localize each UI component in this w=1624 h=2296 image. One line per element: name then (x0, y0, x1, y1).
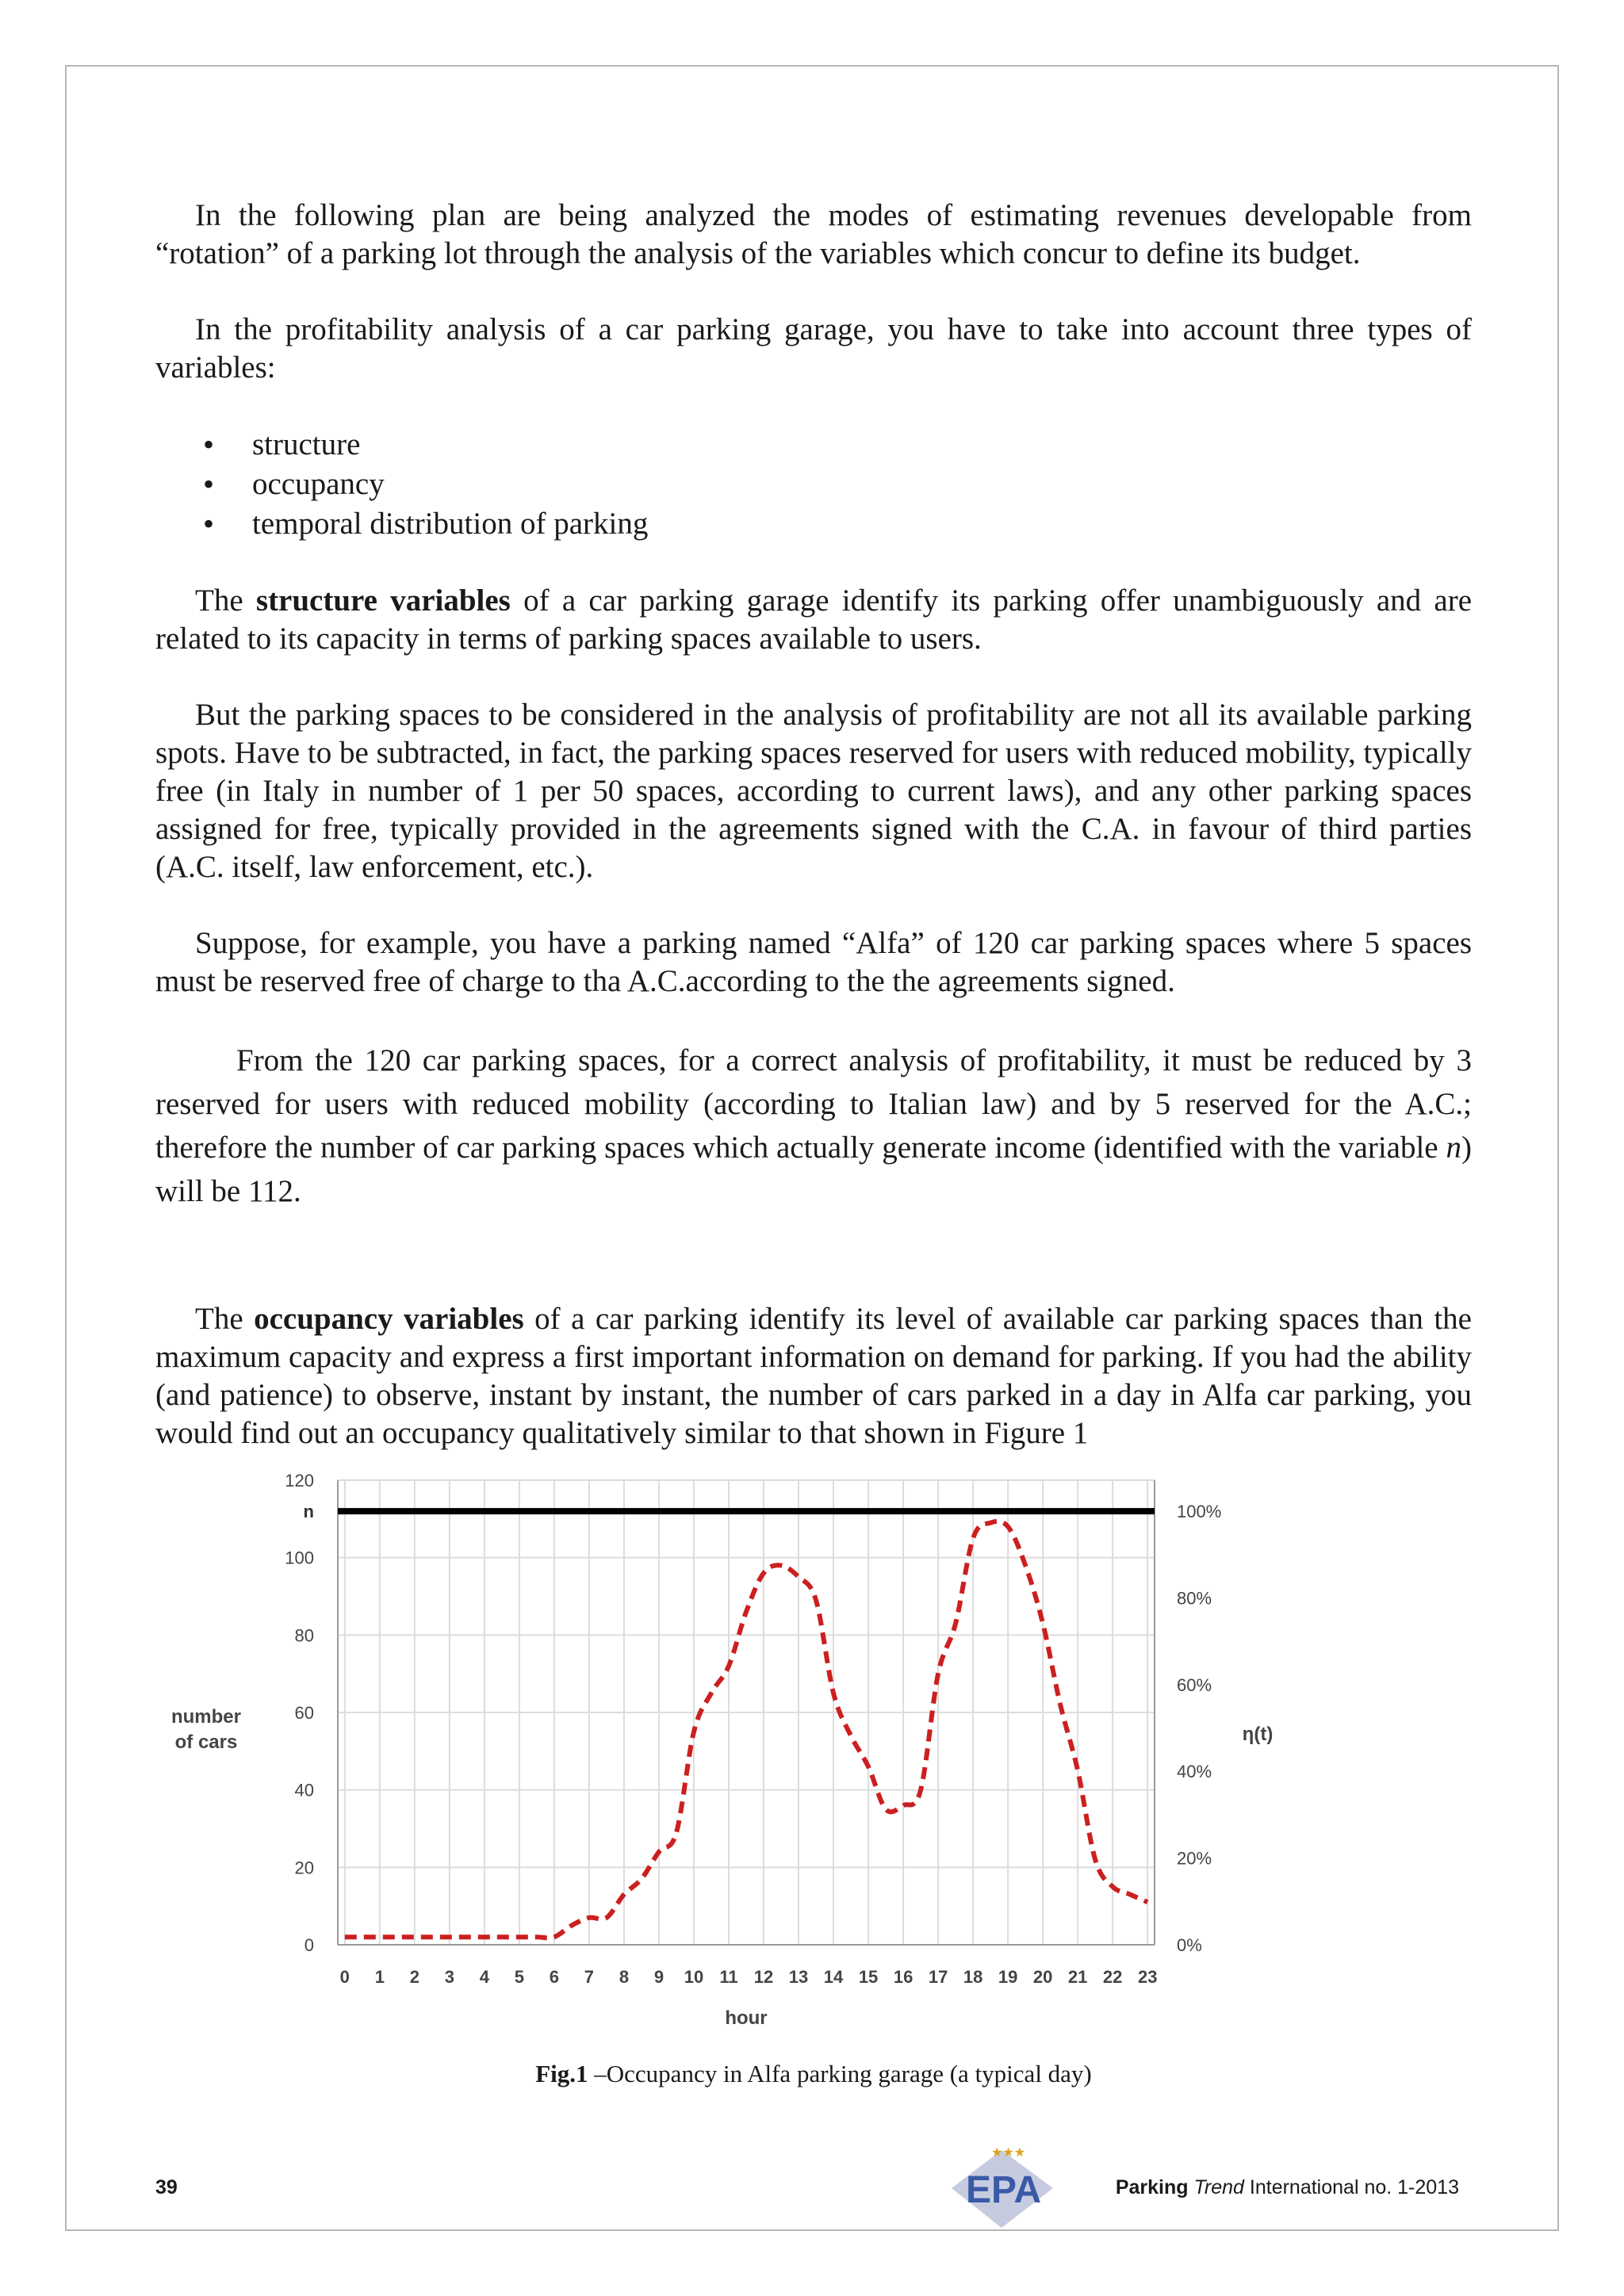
x-tick-label: 18 (963, 1967, 983, 1987)
x-tick-label: 11 (719, 1967, 738, 1987)
body-text-2 (155, 1300, 1472, 1490)
paragraph-intro: In the following plan are being analyzed the modes of estimating revenues developable from “rotation” of a parking lot through the analysis of the variables which concur to define its budget. (155, 198, 1472, 270)
x-tick-label: 15 (858, 1967, 879, 1987)
list-item-structure: • structure (203, 425, 1472, 465)
x-tick-label: 3 (444, 1967, 454, 1987)
y2-tick-label: 40% (1177, 1762, 1212, 1782)
x-tick-label: 9 (653, 1967, 665, 1987)
epa-logo (942, 2141, 1061, 2236)
y-tick-label: 100 (285, 1548, 314, 1568)
paragraph-alfa-example: Suppose, for example, you have a parking named “Alfa” of 120 car parking spaces where 5 spaces must be reserved free of charge to tha A.C.according to the the agreements signed. (155, 926, 1472, 998)
y-axis-label-line2: of cars (174, 1732, 238, 1753)
paragraph-structure-variables (155, 582, 1472, 658)
y2-tick-label: 0% (1177, 1935, 1202, 1955)
paragraph-occupancy-variables (155, 1300, 1472, 1452)
x-tick-label: 23 (1137, 1967, 1158, 1987)
p7-pre: The (195, 1302, 255, 1336)
y-tick-label: 60 (294, 1703, 314, 1723)
journal-italic: Trend (1193, 2176, 1244, 2198)
variable-types-list (155, 425, 1472, 544)
p6-pre: From the 120 car parking spaces, for a correct analysis of profitability, it must be reduced by 3 reserved for users with reduced mobility (according to Italian law) and by 5 reserved for the A.C.; therefore the number of car parking spaces which actually generate income (identified with the variable (155, 1043, 1472, 1165)
x-tick-label: 7 (584, 1967, 595, 1987)
x-tick-label: 5 (514, 1967, 525, 1987)
x-tick-label: 10 (684, 1967, 704, 1987)
y-tick-label: 80 (294, 1625, 314, 1646)
x-tick-label: 20 (1032, 1967, 1053, 1987)
p3-post: of a car parking garage identify its parking offer unambiguously and are related to its capacity in terms of parking spaces available to users. (155, 584, 1473, 656)
p3-pre: The (195, 584, 256, 618)
logo-text: EPA (966, 2169, 1042, 2211)
paragraph-parking-spaces: But the parking spaces to be considered in the analysis of profitability are not all its available parking spots. Have to be subtracted, in fact, the parking spaces reserved for users with reduced mobility, typically free (in Italy in number of 1 per 50 spaces, according to current laws), and any other parking spaces assigned for free, typically provided in the agreements signed with the C.A. in favour of third parties (A.C. itself, law enforcement, etc.). (155, 698, 1472, 884)
caption-text: –Occupancy in Alfa parking garage (a typical day) (588, 2060, 1092, 2087)
y2-axis-label: η(t) (1242, 1724, 1274, 1745)
y2-tick-label: 60% (1177, 1674, 1212, 1695)
paragraph-variables-types: In the profitability analysis of a car parking garage, you have to take into account three types of variables: (155, 312, 1472, 385)
x-tick-label: 19 (998, 1967, 1018, 1987)
y-axis-label-line1: number (170, 1706, 242, 1728)
x-tick-label: 2 (409, 1967, 419, 1987)
x-axis-label: hour (725, 2007, 768, 2029)
list-item-temporal: • temporal distribution of parking (203, 504, 1472, 544)
y2-tick-label: 20% (1177, 1848, 1212, 1869)
journal-bold: Parking (1115, 2176, 1194, 2198)
occupancy-chart (159, 1463, 1300, 2053)
x-tick-label: 14 (823, 1967, 844, 1987)
y2-tick-label: 100% (1177, 1502, 1222, 1522)
y-tick-label: 20 (294, 1858, 314, 1878)
x-tick-label: 12 (753, 1967, 774, 1987)
x-tick-label: 22 (1102, 1967, 1123, 1987)
y-tick-label: 0 (304, 1935, 314, 1955)
paragraph-reduction (155, 1039, 1472, 1213)
x-tick-label: 1 (374, 1967, 385, 1987)
body-text (155, 197, 1472, 1251)
p6-post: ) will be 112. (155, 1131, 1472, 1208)
journal-rest: International no. 1-2013 (1243, 2176, 1459, 2198)
x-tick-label: 21 (1067, 1967, 1088, 1987)
x-tick-label: 8 (619, 1967, 630, 1987)
y-tick-label: 40 (294, 1780, 314, 1800)
logo-stars: ★★★ (991, 2145, 1026, 2160)
caption-label: Fig.1 (535, 2060, 588, 2087)
occupancy-series-line (345, 1521, 1147, 1938)
capacity-label-n: n (303, 1502, 314, 1522)
p7-bold-term: occupancy variables (254, 1302, 524, 1336)
page-number: 39 (155, 2176, 178, 2198)
x-tick-label: 16 (893, 1967, 914, 1987)
p7-post: of a car parking identify its level of available car parking spaces than the maximum capacity and express a first important information on demand for parking. If you had the ability (and patience) to observe, instant by instant, the number of cars parked in a day in Alfa car parking, you would find out an occupancy qualitatively similar to that shown in Figure 1 (155, 1302, 1472, 1450)
p3-bold-term: structure variables (255, 584, 511, 618)
list-item-occupancy: • occupancy (203, 465, 1472, 504)
y-tick-label: 120 (285, 1471, 314, 1490)
p6-variable: n (1446, 1131, 1461, 1165)
x-tick-label: 6 (549, 1967, 560, 1987)
x-tick-label: 4 (479, 1967, 489, 1987)
x-tick-label: 17 (928, 1967, 948, 1987)
x-tick-label: 0 (339, 1967, 350, 1987)
y2-tick-label: 80% (1177, 1588, 1212, 1609)
x-tick-label: 13 (788, 1967, 809, 1987)
figure-caption (155, 2060, 1472, 2088)
journal-reference (1116, 2176, 1459, 2199)
